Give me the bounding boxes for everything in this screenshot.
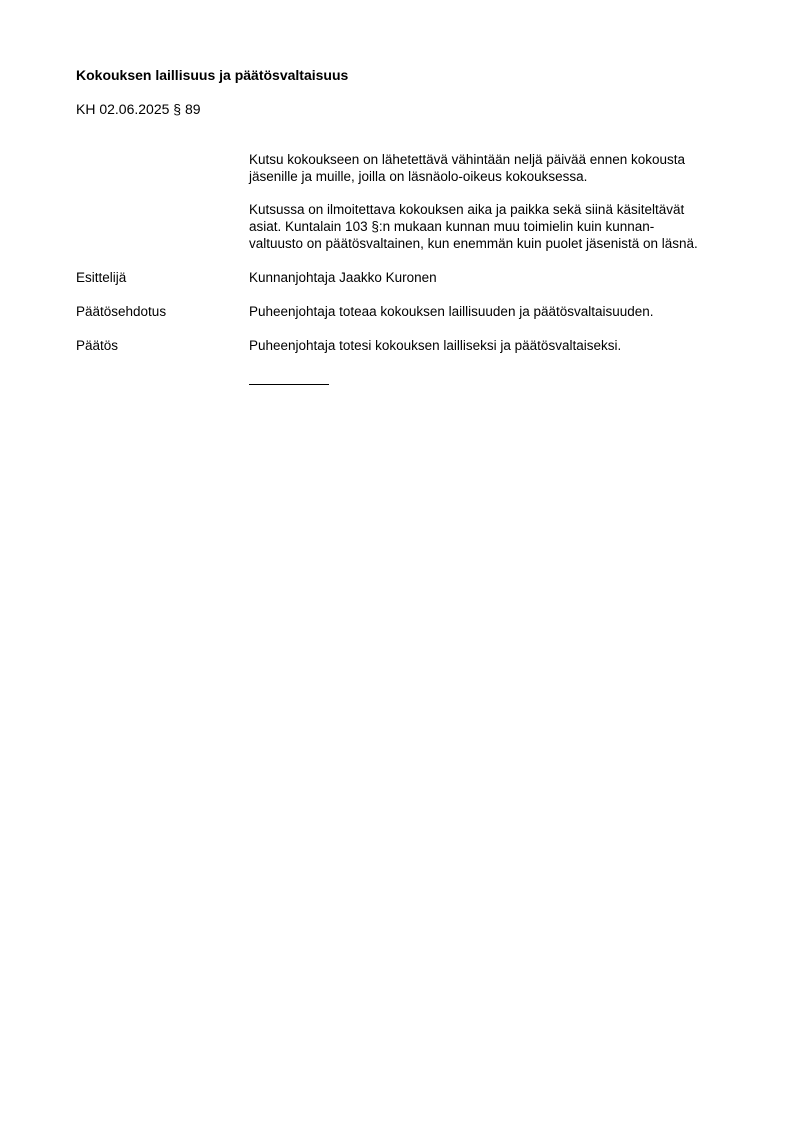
paragraph-line: jäsenille ja muille, joilla on läsnäolo-oikeus kokouksessa. bbox=[249, 169, 588, 184]
row-proposal bbox=[76, 303, 756, 321]
row-presenter bbox=[76, 269, 756, 287]
paragraph-line: asiat. Kuntalain 103 §:n mukaan kunnan muu toimielin kuin kunnan- bbox=[249, 219, 655, 234]
paragraph-line: valtuusto on päätösvaltainen, kun enemmän kuin puolet jäsenistä on läsnä. bbox=[249, 236, 698, 251]
row-decision bbox=[76, 337, 756, 355]
paragraph-line: Kutsu kokoukseen on lähetettävä vähintään neljä päivää ennen kokousta bbox=[249, 152, 686, 167]
paragraph-quorum bbox=[249, 201, 749, 252]
presenter-label: Esittelijä bbox=[76, 270, 127, 285]
document-title: Kokouksen laillisuus ja päätösvaltaisuus bbox=[76, 67, 349, 83]
end-separator-line bbox=[249, 384, 329, 385]
meeting-reference: KH 02.06.2025 § 89 bbox=[76, 101, 201, 117]
paragraph-invitation bbox=[249, 151, 749, 185]
decision-value: Puheenjohtaja totesi kokouksen lailliseksi ja päätösvaltaiseksi. bbox=[249, 338, 622, 353]
proposal-value: Puheenjohtaja toteaa kokouksen laillisuuden ja päätösvaltaisuuden. bbox=[249, 304, 654, 319]
proposal-label: Päätösehdotus bbox=[76, 304, 167, 319]
decision-label: Päätös bbox=[76, 338, 119, 353]
paragraph-line: Kutsussa on ilmoitettava kokouksen aika ja paikka sekä siinä käsiteltävät bbox=[249, 202, 685, 217]
presenter-value: Kunnanjohtaja Jaakko Kuronen bbox=[249, 270, 437, 285]
